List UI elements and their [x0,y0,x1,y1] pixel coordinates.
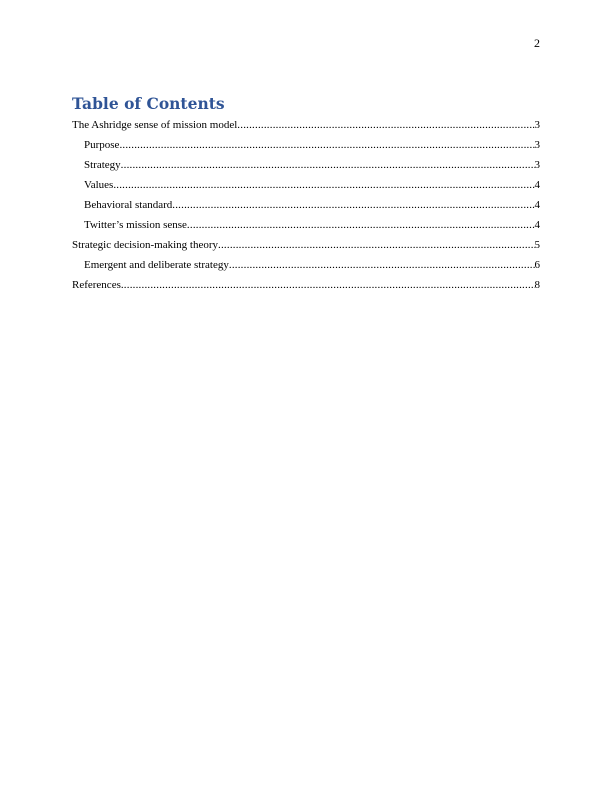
toc-entry-strategy[interactable] [72,155,540,175]
toc-entry-behavioral-standard[interactable] [72,195,540,215]
toc-entry-page: 6 [534,259,540,271]
toc-entry-twitter-mission-sense[interactable] [72,215,540,235]
toc-entry-page: 3 [534,159,540,171]
toc-entry-values[interactable] [72,175,540,195]
toc-entry-page: 3 [534,119,540,131]
toc-entry-strategic-decision-making[interactable] [72,235,540,255]
dot-leader [121,155,535,175]
toc-entry-label: Strategic decision-making theory [72,239,219,251]
toc-entry-page: 4 [534,219,540,231]
toc-title: Table of Contents [72,94,225,113]
toc-entry-label: Purpose [84,139,120,151]
toc-entry-page: 3 [534,139,540,151]
dot-leader [121,275,535,295]
dot-leader [187,215,535,235]
toc-entry-ashridge-model[interactable] [72,115,540,135]
page-number: 2 [534,36,540,50]
toc-entry-page: 5 [534,239,540,251]
toc-entry-purpose[interactable] [72,135,540,155]
toc-entry-page: 8 [534,279,540,291]
dot-leader [172,195,534,215]
toc-entry-label: Values [84,179,114,191]
toc-entry-page: 4 [534,179,540,191]
dot-leader [229,255,535,275]
toc-entry-emergent-deliberate-strategy[interactable] [72,255,540,275]
dot-leader [119,135,534,155]
toc-entry-label: References [72,279,121,291]
dot-leader [113,175,534,195]
table-of-contents [72,94,540,295]
toc-entry-label: Emergent and deliberate strategy [84,259,229,271]
toc-entry-label: Twitter’s mission sense [84,219,187,231]
toc-entry-label: The Ashridge sense of mission model [72,119,238,131]
dot-leader [237,115,534,135]
toc-entry-label: Strategy [84,159,121,171]
dot-leader [218,235,534,255]
toc-entry-label: Behavioral standard [84,199,173,211]
toc-entry-references[interactable] [72,275,540,295]
toc-entry-page: 4 [534,199,540,211]
